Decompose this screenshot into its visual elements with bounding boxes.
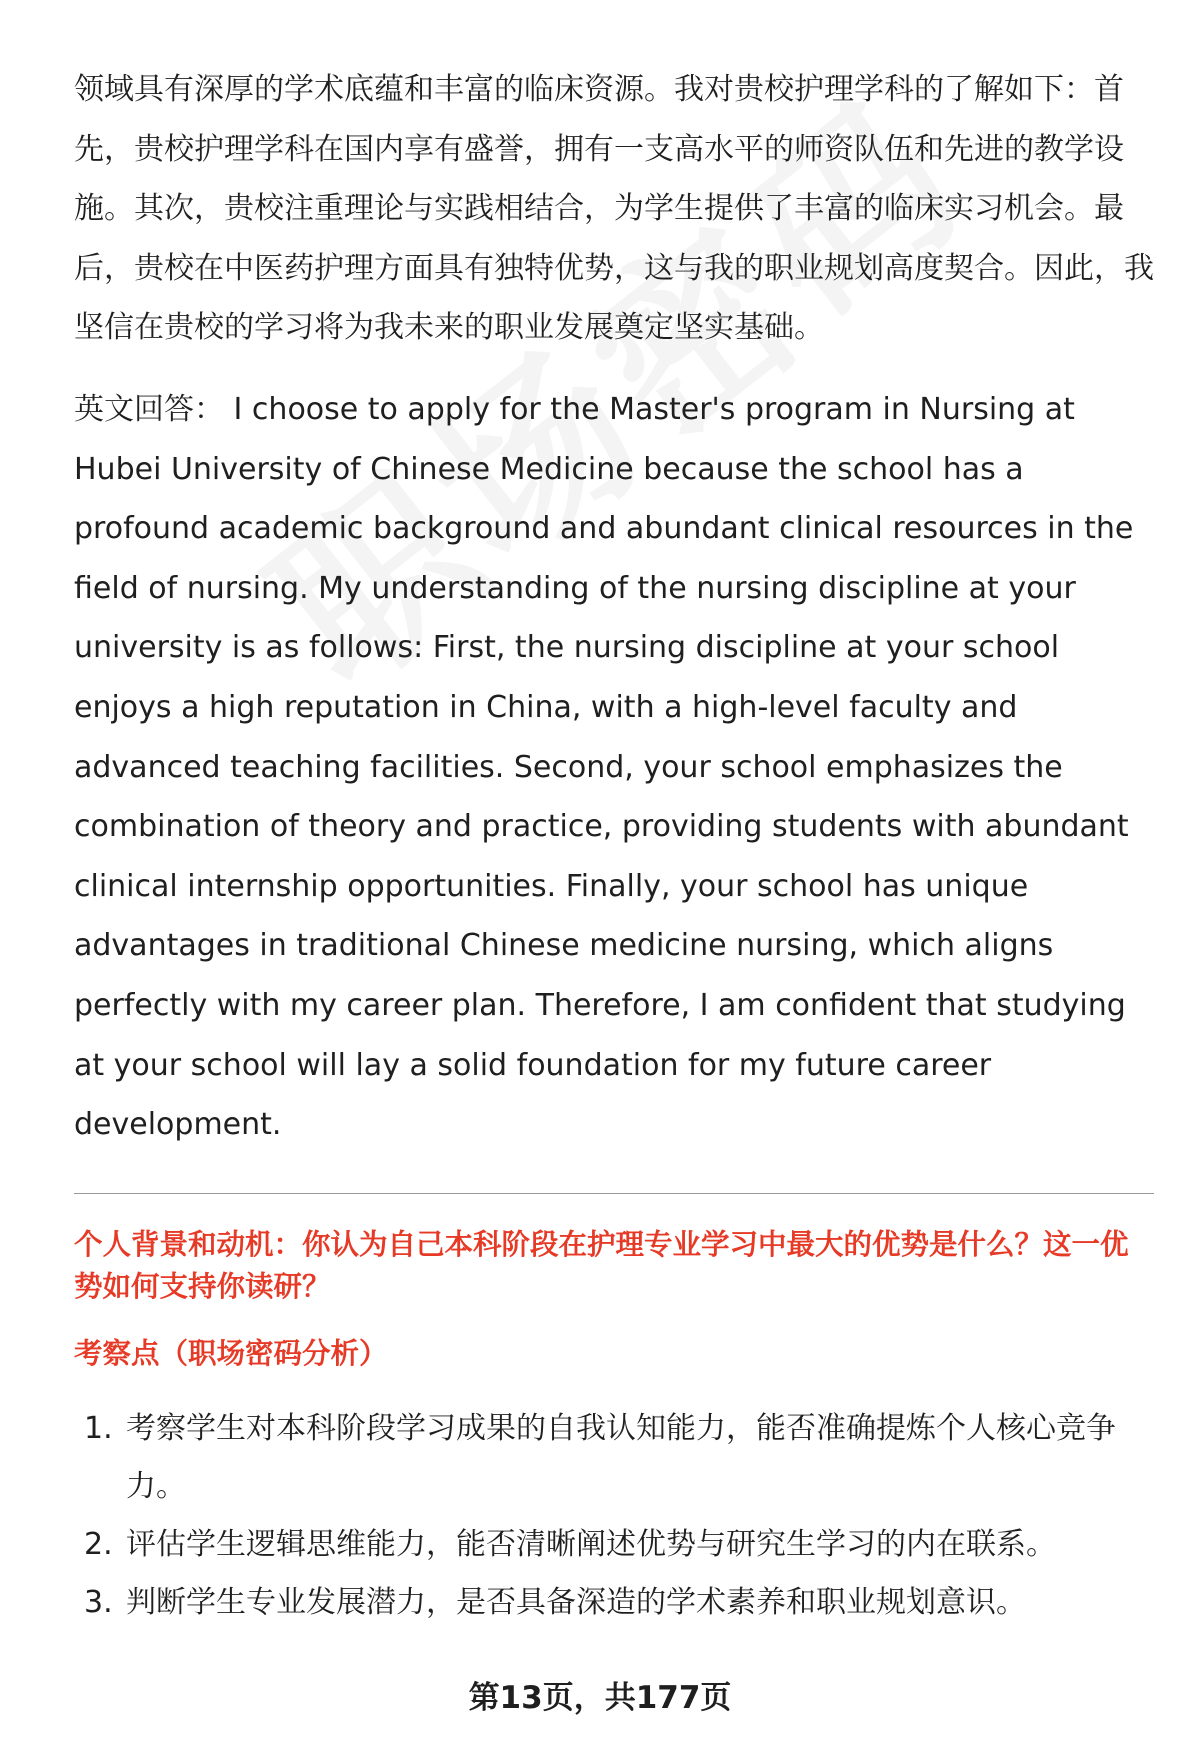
analysis-heading: 考察点（职场密码分析） [74,1336,388,1370]
page-content [74,60,1154,1632]
list-item-number: 1. [84,1410,113,1446]
answer-paragraph-english [74,380,1144,1155]
list-item-text: 考察学生对本科阶段学习成果的自我认知能力，能否准确提炼个人核心竞争力。 [126,1410,1116,1504]
list-item [74,1516,1154,1574]
question-heading: 个人背景和动机：你认为自己本科阶段在护理专业学习中最大的优势是什么？这一优势如何支持你读研？ [74,1227,1129,1303]
section-divider [74,1193,1154,1194]
list-item-number: 3. [84,1584,113,1620]
list-item-text: 判断学生专业发展潜力，是否具备深造的学术素养和职业规划意识。 [126,1584,1026,1620]
analysis-points-list [74,1400,1154,1632]
english-answer-text: I choose to apply for the Master's program in Nursing at Hubei University of Chinese Medicine because the school has a profound academic background and abundant clinical resources in the field of nursing. My understanding of the nursing discipline at your university is as follows: First, the nursing discipline at your school enjoys a high reputation in China, with a high-level faculty and advanced teaching facilities. Second, your school emphasizes the combination of theory and practice, providing students with abundant clinical internship opportunities. Finally, your school has unique advantages in traditional Chinese medicine nursing, which aligns perfectly with my career plan. Therefore, I am confident that studying at your school will lay a solid foundation for my future career development. [74,391,1134,1143]
list-item [74,1574,1154,1632]
page-number-footer: 第13页，共177页 [468,1680,732,1716]
list-item [74,1400,1154,1516]
list-item-text: 评估学生逻辑思维能力，能否清晰阐述优势与研究生学习的内在联系。 [126,1526,1056,1562]
english-answer-label: 英文回答： [74,391,224,427]
answer-paragraph-chinese: 领域具有深厚的学术底蕴和丰富的临床资源。我对贵校护理学科的了解如下：首先，贵校护理学科在国内享有盛誉，拥有一支高水平的师资队伍和先进的教学设施。其次，贵校注重理论与实践相结合，为学生提供了丰富的临床实习机会。最后，贵校在中医药护理方面具有独特优势，这与我的职业规划高度契合。因此，我坚信在贵校的学习将为我未来的职业发展奠定坚实基础。 [74,72,1154,346]
list-item-number: 2. [84,1526,113,1562]
